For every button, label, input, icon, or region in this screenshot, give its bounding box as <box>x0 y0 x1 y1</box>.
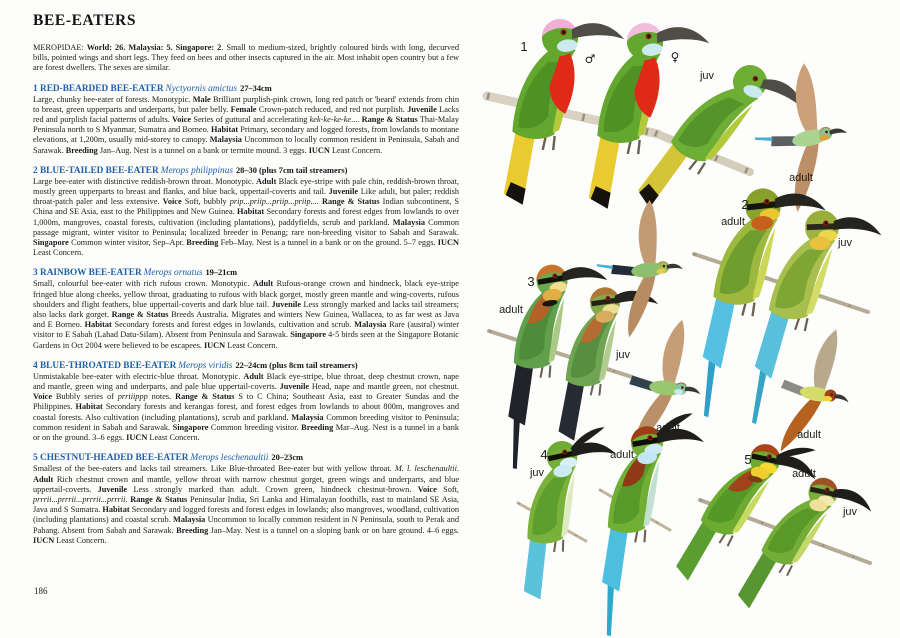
page-title: BEE-EATERS <box>33 12 137 29</box>
plate-label-2: 2 <box>741 197 749 212</box>
plate-label-♂: ♂ <box>584 52 596 66</box>
species-common-name: CHESTNUT-HEADED BEE-EATER <box>39 453 189 464</box>
bird-rainbow-adult <box>479 255 637 469</box>
family-intro: MEROPIDAE: World: 26. Malaysia: 5. Singapore: 2. Small to medium-sized, brightly coloured birds with long, decurved bills, pointed wings and short legs. They feed on bees and other insects captured in the air. Most inhabit open country but a few are forest dwellers. The sexes are similar. <box>33 43 459 73</box>
plate-label-juv: juv <box>837 237 853 249</box>
species-scientific-name: Merops viridis <box>178 360 233 371</box>
plate-label-juv: juv <box>529 467 545 479</box>
plate-label-adult: adult <box>792 468 816 480</box>
species-3-text: Small, colourful bee-eater with rich rufous crown. Monotypic. Adult Rufous-orange crown and hindneck, black eye-stripe fringed blue along cheeks, yellow throat, graduating to rufous with black gorget, mostly green mantle and wing-coverts, rufous shoulders and flight feathers, blue uppertail-coverts and dark blue tail. Juvenile Less strongly marked and lacks tail streamers; also lacks dark gorget. Range & Status Breeds Australia. Migrates and winters New Guinea, Wallacea, to as far west as Java and E Borneo. Habitat Secondary forests and forest edges in lowlands, cultivation and scrub. Malaysia Rare (austral) winter visitor to E Sabah (Lahad Datu-Silam). Absent from Peninsula and Sarawak. Singapore 4-5 birds seen at the Singapore Botanic Gardens in Oct 2004 were believed to be escapees. IUCN Least Concern. <box>33 279 459 350</box>
plate-label-5: 5 <box>744 452 752 467</box>
plate-label-1: 1 <box>520 39 528 54</box>
species-common-name: BLUE-TAILED BEE-EATER <box>39 165 159 176</box>
plate-label-juv: juv <box>842 506 858 518</box>
species-size: 22–24cm (plus 8cm tail streamers) <box>235 360 358 370</box>
species-common-name: RAINBOW BEE-EATER <box>39 268 142 279</box>
species-number: 3 <box>33 268 38 279</box>
plate-label-adult: adult <box>789 172 813 184</box>
species-5-text: Smallest of the bee-eaters and lacks tail streamers. Like Blue-throated Bee-eater but with yellow throat. M. l. leschenaultii. Adult Rich chestnut crown and mantle, yellow throat with narrow chestnut gorget, green wings and underparts, and blue uppertail-coverts. Juvenile Less strongly marked than adult. Crown green, hindneck chestnut-brown. Voice Soft, prrrii...prrrii...prrrii...prrrii. Range & Status Peninsular India, Sri Lanka and Himalayan foothills, east to mainland SE Asia, Java and S Sumatra. Habitat Secondary and logged forests and forest edges in lowlands; also mangroves, woodland, cultivation (including plantations) and coastal scrub. Malaysia Uncommon to locally common resident in N Peninsula, south to Perak and Pahang. Absent from Sabah and Sarawak. Breeding Jan–May. Nest is a tunnel on a sloping bank or on bare ground. 4–6 eggs. IUCN Least Concern. <box>33 464 460 545</box>
species-number: 4 <box>33 360 38 371</box>
plate-label-4: 4 <box>540 447 548 462</box>
species-number: 2 <box>33 165 38 176</box>
page-number: 186 <box>34 586 48 596</box>
species-number: 5 <box>33 453 38 464</box>
species-size: 19–21cm <box>205 268 238 278</box>
species-common-name: RED-BEARDED BEE-EATER <box>39 83 164 94</box>
species-4-text: Unmistakable bee-eater with electric-blue throat. Monotypic. Adult Black eye-stripe, blue throat, deep chestnut crown, nape and mantle, green wing and underparts, and pale blue uppertail-coverts. Juvenile Head, nape and mantle green, not chestnut. Voice Bubbly series of prriiippp notes. Range & Status S to C China; Southeast Asia, east to Greater Sundas and the Philippines. Habitat Secondary forests and kerangas forest, and forest edges from lowlands to about 800m, mangroves and coastal forests. Also cultivation (including plantations), scrub and parkland. Malaysia Common breeding visitor to Peninsula; common resident in Sabah and Sarawak. Singapore Common breeding visitor. Breeding Mar–Aug. Nest is a tunnel in a bank or on the ground. 3–6 eggs. IUCN Least Concern. <box>33 371 460 443</box>
species-common-name: BLUE-THROATED BEE-EATER <box>39 360 177 371</box>
species-size: 20–23cm <box>271 453 304 463</box>
species-2-text: Large bee-eater with distinctive reddish-brown throat. Monotypic. Adult Black eye-stripe with pale chin, reddish-brown throat, mostly green upperparts to breast and flanks, and blue back, uppertail-coverts and tail. Juvenile Like adult, but paler; reddish throat-patch paler and less extensive. Voice Soft, bubbly prip...priip...priip...priip.... Range & Status Indian subcontinent, S China and SE Asia, east to the Philippines and New Guinea. Habitat Secondary forests and forest edges from lowlands to over 1,000m, mangroves, coastal forests, cultivation (including plantations), paddyfields, scrub and parkland. Malaysia Common passage migrant, winter visitor to Peninsula; localized breeder in Penang; rare non-breeding visitor to Sabah and Sarawak. Singapore Common winter visitor, Sep–Apr. Breeding Feb–May. Nest is a tunnel in a bank or on the ground. 5–7 eggs. IUCN Least Concern. <box>33 176 460 258</box>
plate-label-juv: juv <box>615 349 631 361</box>
species-scientific-name: Merops ornatus <box>143 268 203 279</box>
species-scientific-name: Merops leschenaultii <box>190 453 269 464</box>
species-scientific-name: Nyctyornis amictus <box>165 83 238 94</box>
plate-label-adult: adult <box>721 216 745 228</box>
plate-label-♀: ♀ <box>670 50 680 64</box>
plate-label-adult: adult <box>499 304 523 316</box>
plate-label-juv: juv <box>699 70 715 82</box>
species-size: 28–30 (plus 7cm tail streamers) <box>235 165 348 175</box>
species-scientific-name: Merops philippinus <box>160 165 233 176</box>
plate-label-adult: adult <box>610 449 634 461</box>
plate-label-adult: adult <box>797 429 821 441</box>
plate-label-adult: adult <box>656 422 680 434</box>
plate-label-3: 3 <box>527 274 535 289</box>
species-1-text: Large, chunky bee-eater of forests. Monotypic. Male Brilliant purplish-pink crown, long red patch or 'beard' extends from chin to breast, green upperparts and underparts, but paler belly. Female Crown-patch reduced, and red not purplish. Juvenile Lacks red and purplish facial patterns of adults. Voice Series of guttural and accelerating kek-ke-ke-ke.... Range & Status Thai-Malay Peninsula north to S Myanmar, Sumatra and Borneo. Habitat Primary, secondary and logged forests, from lowlands to montane elevations, at 1,200m, usually mid-storey to canopy. Malaysia Uncommon to locally common resident in Peninsula, Sabah and Sarawak. Breeding Jan–Aug. Nest is a tunnel on a bank or termite mound. 3 eggs. IUCN Least Concern. <box>33 94 460 155</box>
species-number: 1 <box>33 83 38 94</box>
species-size: 27–34cm <box>240 83 272 93</box>
